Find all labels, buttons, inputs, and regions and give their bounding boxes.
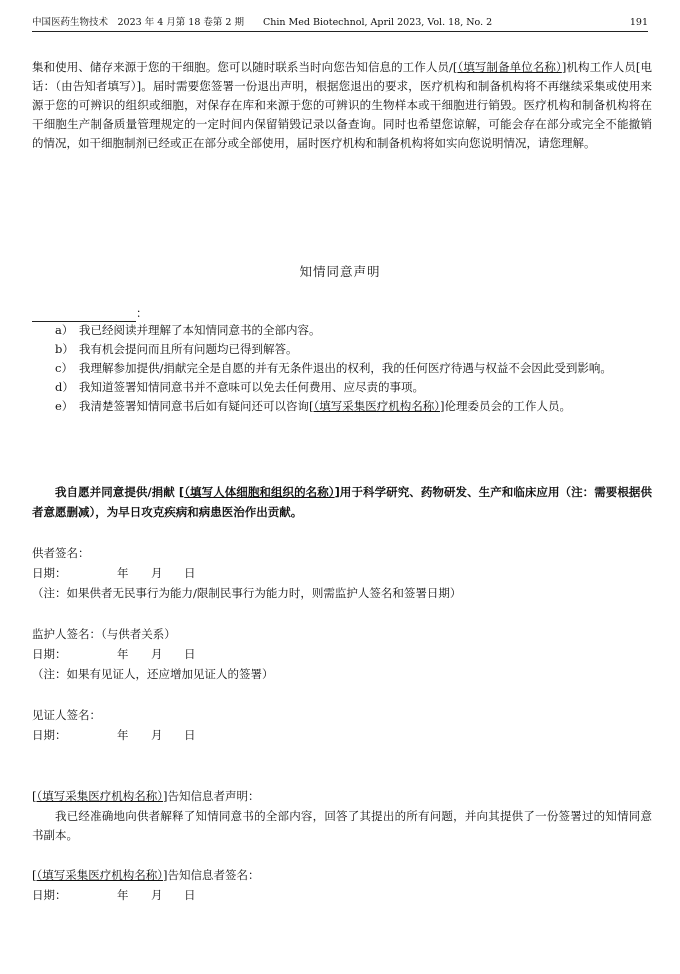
informer-declaration-text: 我已经准确地向供者解释了知情同意书的全部内容，回答了其提出的所有问题，并向其提供了一份签署过的知情同意书副本。: [32, 809, 652, 842]
donation-statement: 我自愿并同意提供/捐献 [（填写人体细胞和组织的名称）]用于科学研究、药物研发、生产和临床应用（注：需要根据供者意愿删减），为早日攻克疾病和病患医治作出贡献。: [32, 485, 652, 519]
guardian-signature-label: 监护人签名：（与供者关系）: [32, 627, 176, 641]
informer-signature-label: [（填写采集医疗机构名称）]告知信息者签名：: [32, 868, 260, 882]
informer-declaration-label: [（填写采集医疗机构名称）]告知信息者声明：: [32, 789, 260, 803]
intro-paragraph: 集和使用、储存来源于您的干细胞。您可以随时联系当时向您告知信息的工作人员/[（填写制备单位名称）]机构工作人员[电话：（由告知者填写）]。届时需要您签署一份退出声明，根据您退出的要求，医疗机构和制备机构将不再继续采集或使用来源于您的可辨识的组织或细胞，对保存在库和来源于您的可辨识的生物样本或干细胞进行销毁。医疗机构和制备机构将在干细胞生产制备质量管理规定的一定时间内保留销毁记录以备查询。同时也希望您谅解，可能会存在部分或完全不能撤销的情况，如干细胞制剂已经或正在部分或全部使用，届时医疗机构和制备机构将如实向您说明情况，请您理解。: [32, 60, 652, 150]
list-item: d） 我知道签署知情同意书并不意味可以免去任何费用、应尽责的事项。: [55, 380, 424, 394]
donor-note: （注：如果供者无民事行为能力/限制民事行为能力时，则需监护人签名和签署日期）: [32, 586, 462, 600]
date-line: 日期： 年 月 日: [32, 647, 196, 661]
list-item: b） 我有机会提问而且所有问题均已得到解答。: [55, 342, 298, 356]
date-line: 日期： 年 月 日: [32, 728, 196, 742]
fill-in-field[interactable]: （填写采集医疗机构名称）: [36, 868, 163, 882]
statement-list: [55, 321, 655, 416]
date-line: 日期： 年 月 日: [32, 566, 196, 580]
section-title: 知情同意声明: [299, 264, 381, 279]
list-item: c） 我理解参加提供/捐献完全是自愿的并有无条件退出的权利，我的任何医疗待遇与权益不会因此受到影响。: [55, 361, 612, 375]
list-item: a） 我已经阅读并理解了本知情同意书的全部内容。: [55, 323, 321, 337]
name-blank-line: ：: [32, 304, 148, 322]
running-header: [32, 15, 648, 32]
donor-signature-label: 供者签名：: [32, 546, 90, 560]
fill-in-field[interactable]: （填写人体细胞和组织的名称）: [184, 485, 335, 499]
page-number: 191: [629, 17, 648, 28]
fill-in-field[interactable]: （填写采集医疗机构名称）: [313, 399, 440, 413]
name-blank[interactable]: [32, 307, 136, 322]
fill-in-field[interactable]: （填写采集医疗机构名称）: [36, 789, 163, 803]
fill-in-field[interactable]: （填写制备单位名称）: [457, 60, 562, 74]
journal-citation: 中国医药生物技术 2023 年 4 月第 18 卷第 2 期 Chin Med Biotechnol, April 2023, Vol. 18, No. 2: [32, 17, 493, 28]
witness-signature-label: 见证人签名：: [32, 708, 101, 722]
list-item: e） 我清楚签署知情同意书后如有疑问还可以咨询[（填写采集医疗机构名称）]伦理委员会的工作人员。: [55, 399, 571, 413]
date-line: 日期： 年 月 日: [32, 888, 196, 902]
guardian-note: （注：如果有见证人，还应增加见证人的签署）: [32, 667, 274, 681]
